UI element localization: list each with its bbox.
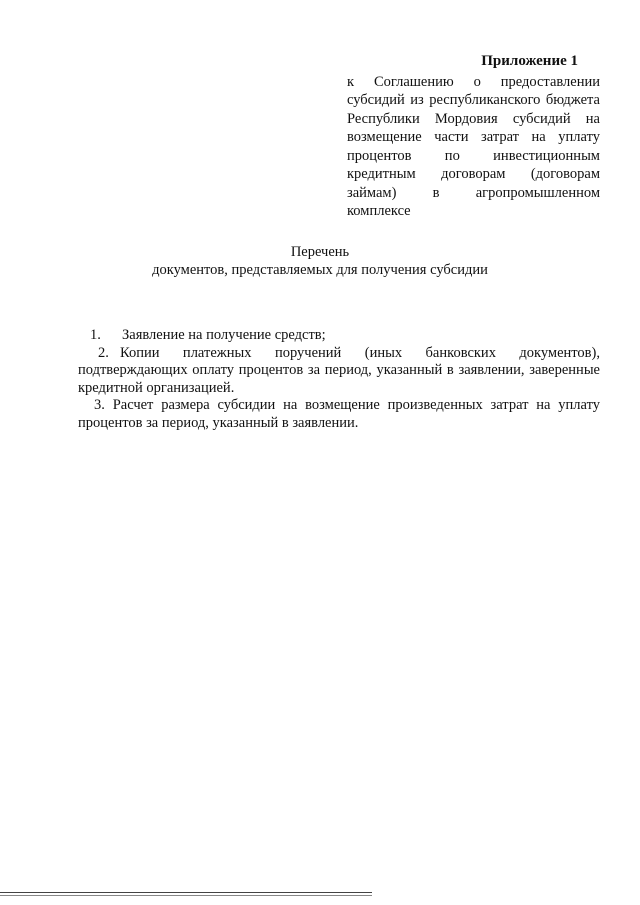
list-item xyxy=(78,345,600,398)
list-item xyxy=(78,397,600,432)
list-item xyxy=(78,327,600,345)
list-item-text: Заявление на получение средств; xyxy=(122,327,326,343)
list-item-text: Расчет размера субсидии на возмещение произведенных затрат на уплату процентов за период, указанный в заявлении. xyxy=(78,397,600,431)
heading-line-2: документов, представляемых для получения субсидии xyxy=(152,262,488,278)
scan-edge-line xyxy=(0,892,372,893)
list-item-number: 1. xyxy=(90,327,101,343)
scan-edge-line xyxy=(0,895,372,896)
list-item-number: 3. xyxy=(94,397,105,413)
heading-line-1: Перечень xyxy=(290,244,350,260)
list-item-number: 2. xyxy=(98,344,109,361)
list-item-text: Копии платежных поручений (иных банковских документов), подтверждающих оплату процентов за период, указанный в заявлении, заверенные кредитной организацией. xyxy=(78,344,600,396)
document-list xyxy=(78,327,600,432)
document-heading xyxy=(0,243,640,279)
appendix-text: к Соглашению о предоставлении субсидий из республиканского бюджета Республики Мордовия субсидий на возмещение части затрат на уплату процентов по инвестиционным кредитным договорам (договорам займам) в агропромышленном комплексе xyxy=(347,73,600,219)
appendix-block xyxy=(347,52,600,221)
appendix-title: Приложение 1 xyxy=(481,53,578,69)
